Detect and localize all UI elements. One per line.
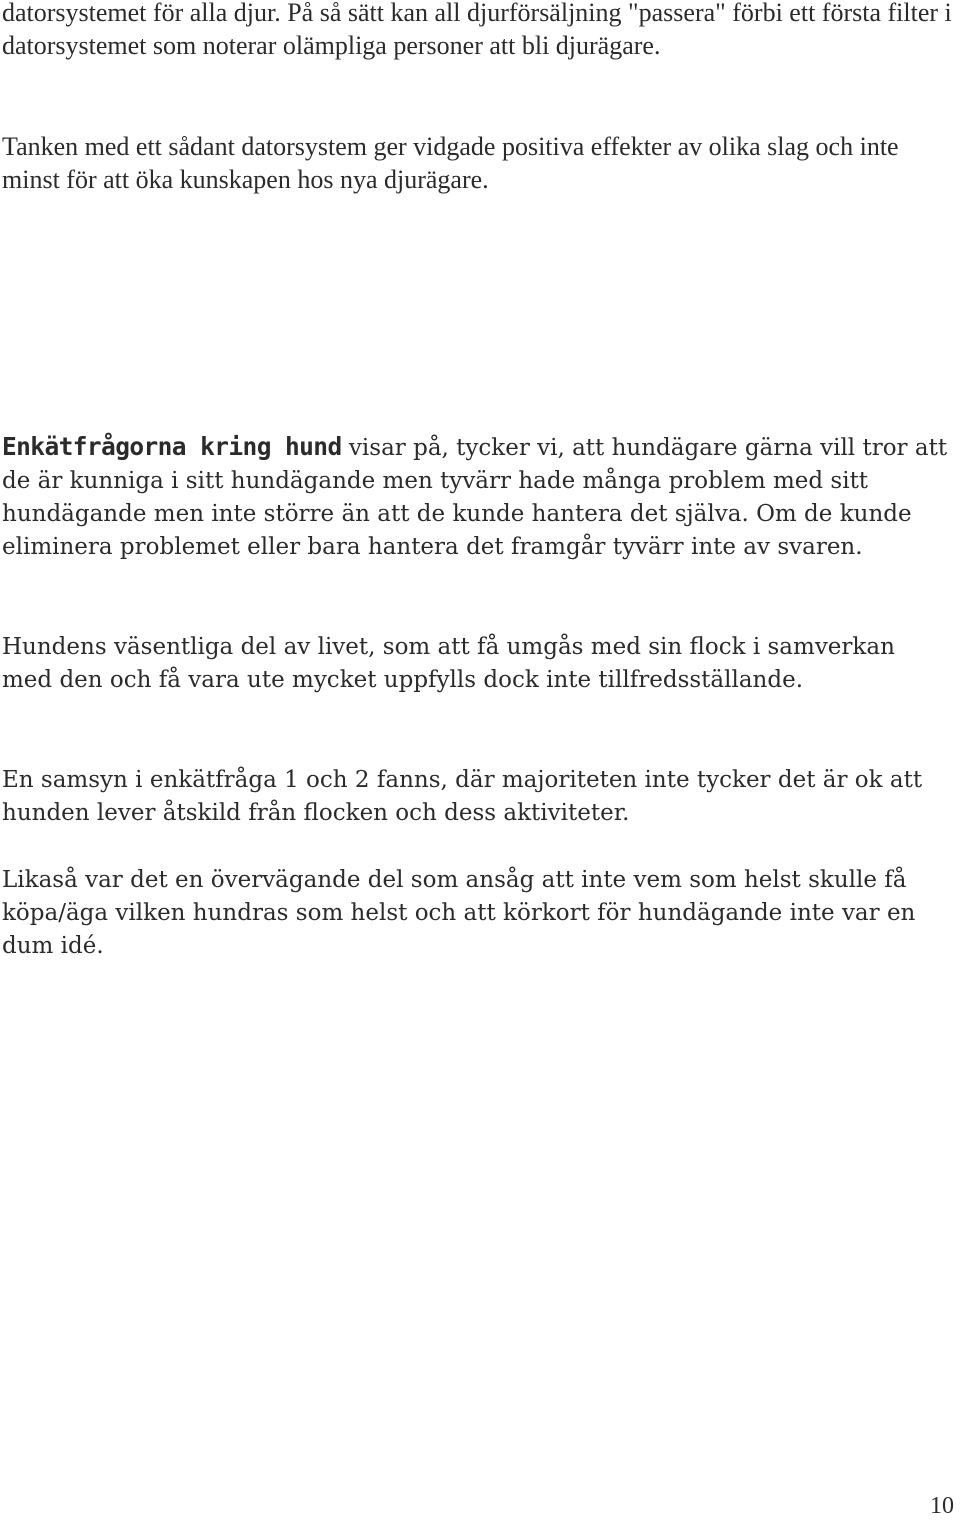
paragraph-lead-heading: Enkätfrågorna kring hund bbox=[2, 432, 342, 461]
paragraph-hundens: Hundens väsentliga del av livet, som att få umgås med sin flock i samverkan med den och få vara ute mycket uppfylls dock inte tillfredsställande. bbox=[2, 634, 895, 693]
paragraph-datorsystem: Tanken med ett sådant datorsystem ger vidgade positiva effekter av olika slag och inte minst för att öka kunskapen hos nya djurägare. bbox=[2, 132, 899, 194]
page-number: 10 bbox=[930, 1493, 954, 1519]
paragraph-enkatfragorna-body: visar på, tycker vi, att hundägare gärna vill tror att de är kunniga i sitt hundägande men tyvärr hade många problem med sitt hundägande men inte större än att de kunde hantera det själva. Om de kunde eliminera problemet eller bara hantera det framgår tyvärr inte av svaren. bbox=[2, 435, 948, 560]
paragraph-likasa: Likaså var det en övervägande del som ansåg att inte vem som helst skulle få köpa/äga vilken hundras som helst och att körkort för hundägande inte var en dum idé. bbox=[2, 867, 916, 959]
paragraph-intro: datorsystemet för alla djur. På så sätt kan all djurförsäljning "passera" förbi ett första filter i datorsystemet som noterar olämpliga personer att bli djurägare. bbox=[2, 0, 952, 60]
paragraph-samsyn: En samsyn i enkätfråga 1 och 2 fanns, där majoriteten inte tycker det är ok att hunden lever åtskild från flocken och dess aktiviteter. bbox=[2, 767, 923, 826]
paragraph-enkatfragorna bbox=[2, 430, 952, 564]
